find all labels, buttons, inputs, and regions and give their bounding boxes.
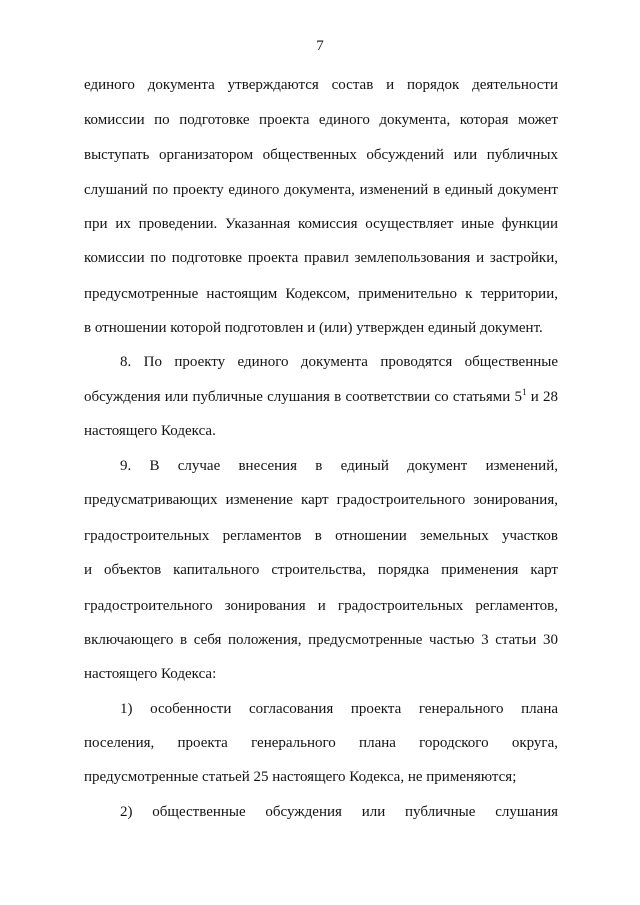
- text-line: единого документа утверждаются состав и порядок деятельности: [84, 77, 558, 93]
- text-line-with-superscript: [84, 388, 558, 406]
- page-number: 7: [316, 38, 324, 54]
- text-line: градостроительного зонирования и градостроительных регламентов,: [84, 598, 558, 614]
- text-line: предусмотренные статьей 25 настоящего Кодекса, не применяются;: [84, 769, 517, 785]
- text-line: при их проведении. Указанная комиссия осуществляет иные функции: [84, 216, 558, 232]
- text-line: предусматривающих изменение карт градостроительного зонирования,: [84, 492, 558, 508]
- text-line: настоящего Кодекса:: [84, 666, 217, 682]
- text-line: градостроительных регламентов в отношении земельных участков: [84, 528, 558, 544]
- text-line: 8. По проекту единого документа проводятся общественные: [120, 354, 558, 370]
- text-fragment: и 28: [526, 389, 559, 405]
- text-line: 9. В случае внесения в единый документ изменений,: [120, 458, 558, 474]
- text-line: в отношении которой подготовлен и (или) утвержден единый документ.: [84, 320, 543, 336]
- text-line: выступать организатором общественных обсуждений или публичных: [84, 147, 558, 163]
- text-line: включающего в себя положения, предусмотренные частью 3 статьи 30: [84, 632, 558, 648]
- text-line: комиссии по подготовке проекта правил землепользования и застройки,: [84, 250, 558, 266]
- superscript: 1: [522, 387, 527, 397]
- text-fragment: обсуждения или публичные слушания в соответствии со статьями 5: [84, 389, 523, 405]
- text-line: предусмотренные настоящим Кодексом, применительно к территории,: [84, 286, 558, 302]
- text-line: комиссии по подготовке проекта единого документа, которая может: [84, 112, 558, 128]
- text-line: слушаний по проекту единого документа, изменений в единый документ: [84, 182, 558, 198]
- text-line: 2) общественные обсуждения или публичные слушания: [120, 804, 558, 820]
- text-line: поселения, проекта генерального плана городского округа,: [84, 735, 558, 751]
- text-line: настоящего Кодекса.: [84, 423, 216, 439]
- text-line: и объектов капитального строительства, порядка применения карт: [84, 562, 558, 578]
- text-line: 1) особенности согласования проекта генерального плана: [120, 701, 558, 717]
